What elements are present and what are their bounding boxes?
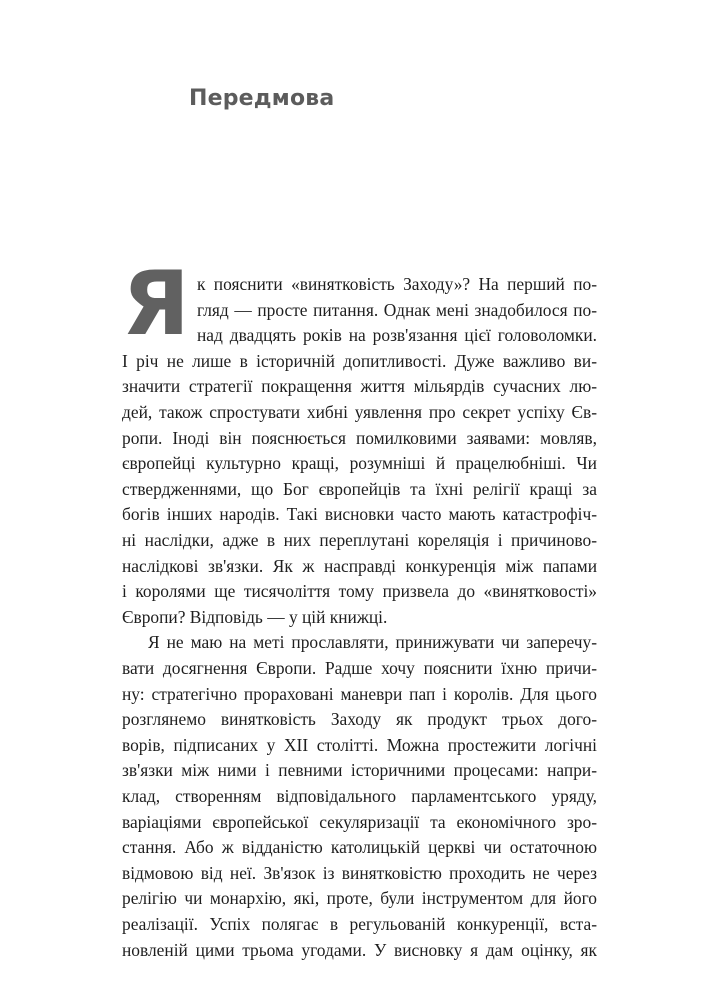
text-line: реалізації. Успіх полягає в регульованій конкуренції, вста-	[122, 914, 597, 934]
text-line: над двадцять років на розв'язання цієї головоломки.	[197, 325, 597, 346]
text-line: варіаціями європейської секуляризації та економічного зро-	[122, 811, 597, 832]
text-line: релігію чи монархію, які, проте, були інструментом для його	[122, 888, 597, 909]
text-line: ні наслідки, адже в них переплутані кореляція і причиново-	[122, 530, 597, 550]
text-line: і королями ще тисячоліття тому призвела до «винятковості»	[122, 581, 597, 602]
text-line: вати досягнення Європи. Радше хочу пояснити їхню причи-	[122, 658, 597, 678]
text-line: відмовою від неї. Зв'язок із винятковістю проходить не через	[122, 862, 597, 883]
text-line: клад, створенням відповідального парламентського уряду,	[122, 786, 597, 806]
text-line: ропи. Іноді він пояснюється помилковими заявами: мовляв,	[122, 427, 597, 448]
text-line: Я не маю на меті прославляти, принижувати чи заперечу-	[148, 632, 597, 653]
text-line: значити стратегії покращення життя мільярдів сучасних лю-	[122, 376, 597, 397]
drop-cap: Я	[122, 252, 190, 355]
text-line: новленій цими трьома угодами. У висновку я дам оцінку, як	[122, 939, 597, 960]
text-line: стання. Або ж відданістю католицькій церкві чи остаточною	[122, 837, 597, 858]
text-line: ствердженнями, що Бог європейців та їхні релігії кращі за	[122, 478, 597, 499]
text-line: зв'язки між ними і певними історичними процесами: напри-	[122, 760, 597, 781]
text-line: дей, також спростувати хибні уявлення про секрет успіху Єв-	[122, 402, 597, 422]
text-line: к пояснити «винятковість Заходу»? На перший по-	[197, 274, 597, 294]
chapter-heading: Передмова	[189, 86, 335, 111]
text-line: І річ не лише в історичній допитливості. Дуже важливо ви-	[122, 350, 597, 371]
text-line: Європи? Відповідь — у цій книжці.	[122, 606, 388, 627]
text-line: богів інших народів. Такі висновки часто мають катастрофіч-	[122, 504, 597, 525]
text-line: наслідкові зв'язки. Як ж насправді конкуренція між папами	[122, 555, 597, 576]
text-line: європейці культурно кращі, розумніші й працелюбніші. Чи	[122, 453, 597, 474]
text-line: гляд — просте питання. Однак мені знадобилося по-	[197, 299, 597, 320]
text-line: розглянемо винятковість Заходу як продукт трьох дого-	[122, 709, 597, 730]
text-line: ну: стратегічно прораховані маневри пап і королів. Для цього	[122, 683, 597, 704]
text-line: ворів, підписаних у XII столітті. Можна простежити логічні	[122, 734, 597, 755]
